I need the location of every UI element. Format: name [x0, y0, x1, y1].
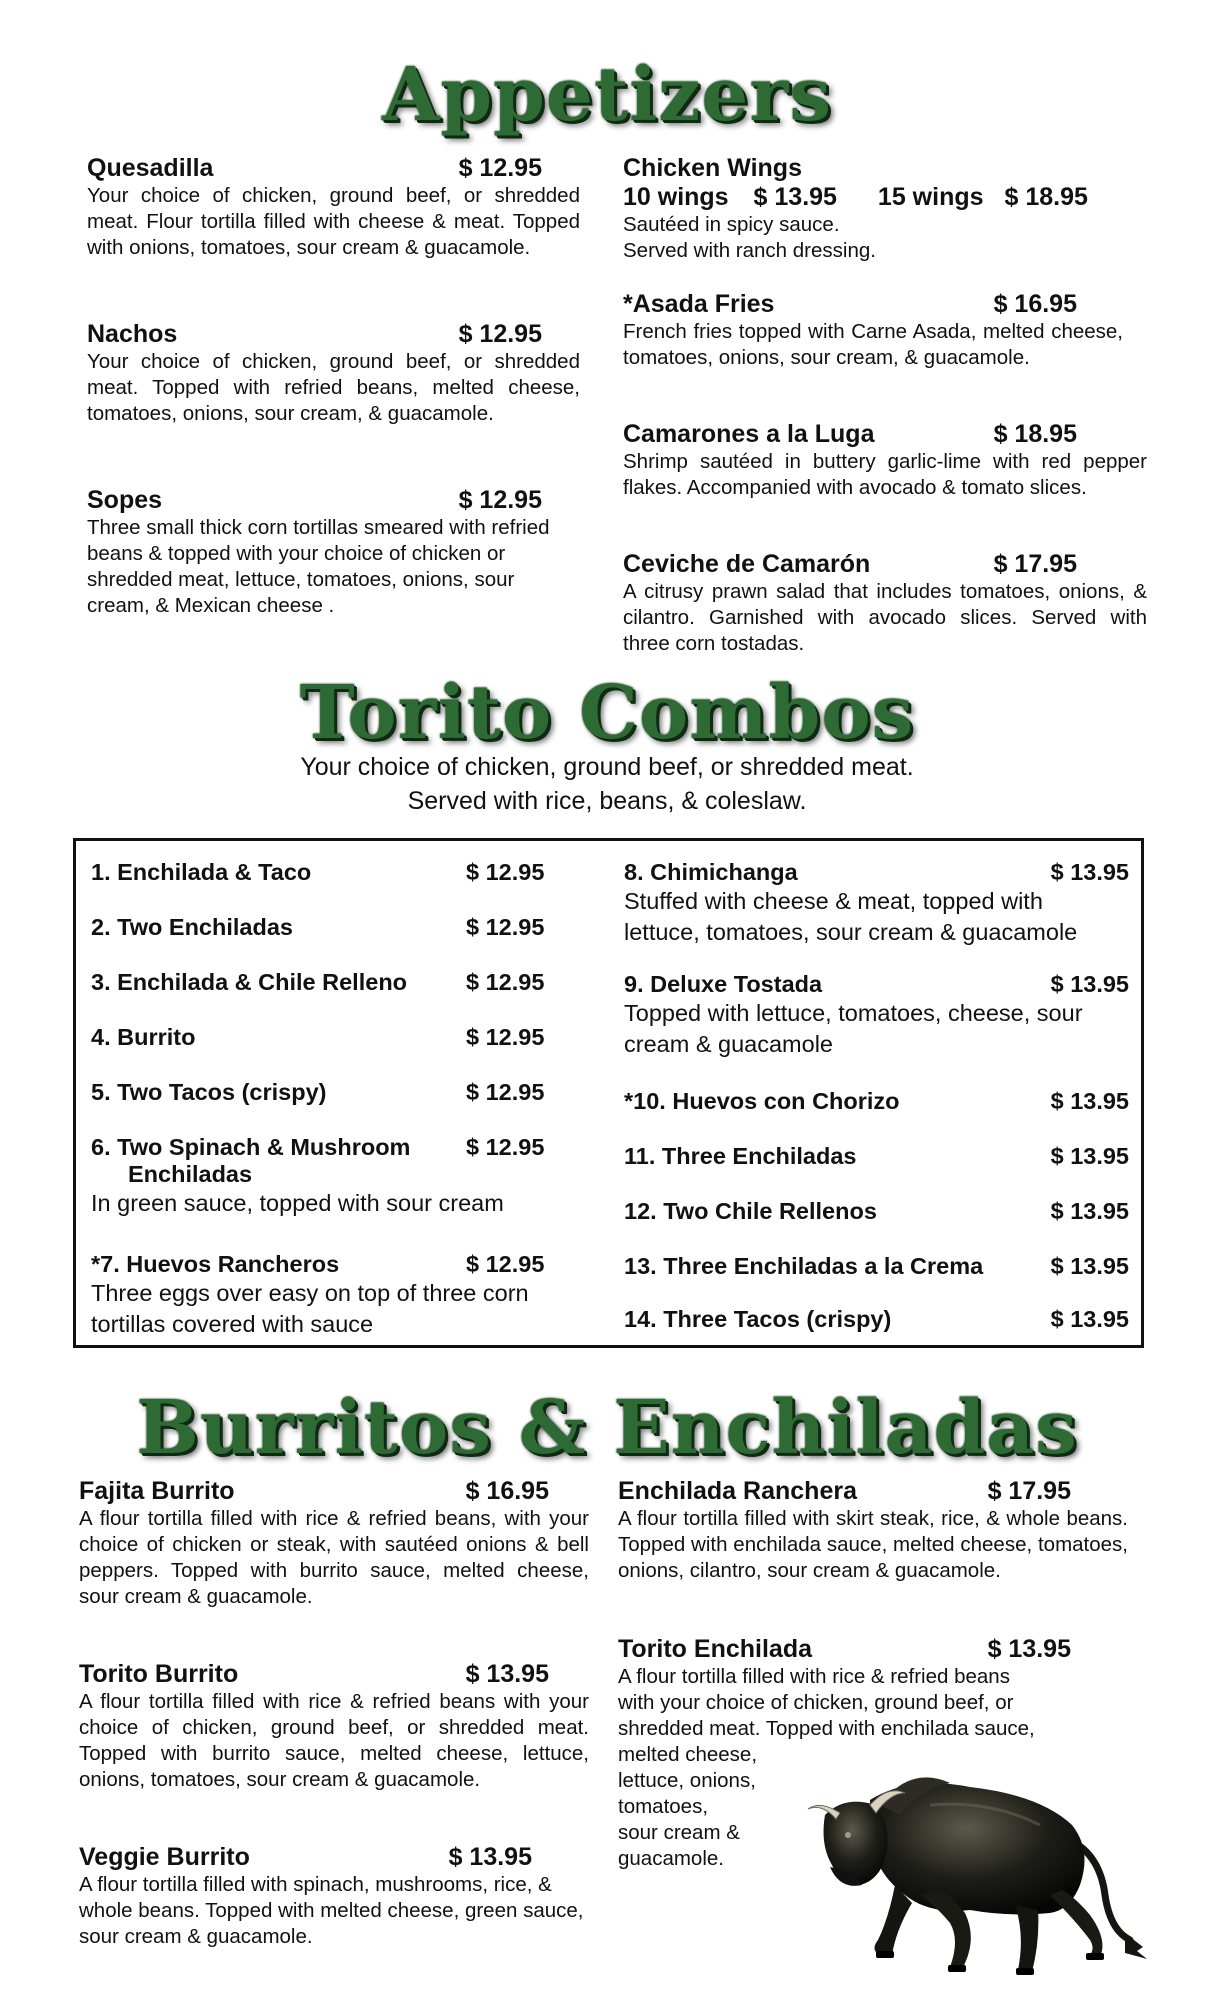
item-name: Chicken Wings: [623, 154, 802, 182]
item-description: Your choice of chicken, ground beef, or shredded meat. Flour tortilla filled with cheese & meat. Topped with onions, tomatoes, sour cream & guacamole.: [87, 184, 580, 259]
combo-price: $ 12.95: [466, 1251, 545, 1277]
combo-name-line-2: Enchiladas: [128, 1161, 253, 1187]
combo-name: 6. Two Spinach & Mushroom: [91, 1134, 411, 1160]
combo-1: [91, 859, 571, 886]
item-description-line: A flour tortilla filled with rice & refried beans: [618, 1665, 1010, 1688]
wings-option-10: 10 wings: [623, 183, 729, 211]
item-description-line: lettuce, onions,: [618, 1769, 756, 1792]
item-description: A citrusy prawn salad that includes tomatoes, onions, & cilantro. Garnished with avocado slices. Served with three corn tostadas.: [623, 580, 1147, 655]
combo-price: $ 13.95: [1050, 1088, 1129, 1114]
menu-item-camarones: [623, 420, 1147, 501]
combo-name: 14. Three Tacos (crispy): [624, 1306, 892, 1332]
item-price: $ 12.95: [458, 154, 542, 182]
item-description: Shrimp sautéed in buttery garlic-lime with red pepper flakes. Accompanied with avocado & tomato slices.: [623, 450, 1147, 499]
item-name: Quesadilla: [87, 154, 214, 182]
combo-7: [91, 1251, 571, 1340]
item-description-line: guacamole.: [618, 1847, 724, 1870]
item-description-line: shredded meat. Topped with enchilada sauce,: [618, 1717, 1035, 1740]
combo-description-line-2: cream & guacamole: [624, 1031, 833, 1057]
combo-price: $ 13.95: [1050, 1143, 1129, 1169]
menu-item-chicken-wings: [623, 154, 1143, 264]
item-description: French fries topped with Carne Asada, melted cheese, tomatoes, onions, sour cream, & guacamole.: [623, 320, 1123, 369]
combo-price: $ 13.95: [1050, 1253, 1129, 1279]
item-description: A flour tortilla filled with spinach, mushrooms, rice, & whole beans. Topped with melted cheese, green sauce, sour cream & guacamole.: [79, 1873, 584, 1948]
item-price: $ 17.95: [993, 550, 1077, 578]
item-description: A flour tortilla filled with skirt steak, rice, & whole beans. Topped with enchilada sauce, melted cheese, tomatoes, onions, cilantro, sour cream & guacamole.: [618, 1507, 1128, 1582]
item-description-line: melted cheese,: [618, 1743, 758, 1766]
combo-name: *7. Huevos Rancheros: [91, 1251, 340, 1277]
bull-icon: [800, 1745, 1155, 1985]
combos-title: Torito Combos: [299, 670, 915, 756]
burritos-title: Burritos & Enchiladas: [136, 1385, 1078, 1471]
combo-price: $ 13.95: [1050, 859, 1129, 885]
item-price: $ 16.95: [465, 1477, 549, 1505]
combo-9: [624, 971, 1129, 1060]
wings-price-10: $ 13.95: [753, 183, 837, 211]
item-name: Torito Enchilada: [618, 1635, 812, 1663]
menu-item-torito-burrito: [79, 1660, 589, 1793]
combo-price: $ 12.95: [466, 859, 545, 885]
combo-price: $ 12.95: [466, 969, 545, 995]
combo-6: [91, 1134, 571, 1219]
combo-4: [91, 1024, 571, 1051]
combo-description-line-2: tortillas covered with sauce: [91, 1311, 374, 1337]
menu-item-nachos: [87, 320, 580, 427]
combo-3: [91, 969, 571, 996]
combo-description: Stuffed with cheese & meat, topped with: [624, 888, 1043, 914]
combo-name: 13. Three Enchiladas a la Crema: [624, 1253, 984, 1279]
item-name: Sopes: [87, 486, 163, 514]
menu-item-fajita-burrito: [79, 1477, 589, 1610]
item-description: Served with ranch dressing.: [623, 239, 876, 262]
item-name: Camarones a la Luga: [623, 420, 875, 448]
combo-price: $ 12.95: [466, 914, 545, 940]
item-description: Three small thick corn tortillas smeared with refried beans & topped with your choice of chicken or shredded meat, lettuce, tomatoes, onions, sour cream, & Mexican cheese .: [87, 516, 550, 617]
combo-name: *10. Huevos con Chorizo: [624, 1088, 900, 1114]
item-price: $ 13.95: [448, 1843, 532, 1871]
wings-price-15: $ 18.95: [1004, 183, 1088, 211]
item-name: Nachos: [87, 320, 178, 348]
item-description: A flour tortilla filled with rice & refried beans, with your choice of chicken or steak, with sautéed onions & bell peppers. Topped with burrito sauce, melted cheese, sour cream & guacamole.: [79, 1507, 589, 1608]
item-description: A flour tortilla filled with rice & refried beans with your choice of chicken, ground beef, or shredded meat. Topped with burrito sauce, melted cheese, lettuce, onions, tomatoes, sour cream & guacamole.: [79, 1690, 589, 1791]
combo-10: [624, 1088, 1129, 1115]
item-price: $ 13.95: [465, 1660, 549, 1688]
item-price: $ 13.95: [987, 1635, 1071, 1663]
menu-item-asada-fries: [623, 290, 1147, 371]
item-price: $ 16.95: [993, 290, 1077, 318]
combo-name: 2. Two Enchiladas: [91, 914, 293, 940]
item-description-line: sour cream &: [618, 1821, 740, 1844]
combo-12: [624, 1198, 1129, 1225]
combo-14: [624, 1306, 1129, 1333]
combo-5: [91, 1079, 571, 1106]
combo-price: $ 13.95: [1050, 1198, 1129, 1224]
menu-item-quesadilla: [87, 154, 580, 261]
combos-box: [73, 838, 1144, 1348]
item-name: Enchilada Ranchera: [618, 1477, 857, 1505]
combo-name: 12. Two Chile Rellenos: [624, 1198, 877, 1224]
combo-2: [91, 914, 571, 941]
combos-subtitle-2: Served with rice, beans, & coleslaw.: [407, 787, 807, 815]
combo-8: [624, 859, 1129, 948]
item-description: Sautéed in spicy sauce.: [623, 213, 840, 236]
item-price: $ 18.95: [993, 420, 1077, 448]
combo-name: 4. Burrito: [91, 1024, 196, 1050]
combos-subtitle-1: Your choice of chicken, ground beef, or shredded meat.: [300, 753, 914, 781]
combo-name: 1. Enchilada & Taco: [91, 859, 312, 885]
item-name: *Asada Fries: [623, 290, 775, 318]
combo-13: [624, 1253, 1129, 1280]
combo-description-line-2: lettuce, tomatoes, sour cream & guacamole: [624, 919, 1078, 945]
combo-name: 3. Enchilada & Chile Relleno: [91, 969, 408, 995]
item-price: $ 12.95: [458, 486, 542, 514]
combo-price: $ 13.95: [1050, 971, 1129, 997]
combo-description: In green sauce, topped with sour cream: [91, 1190, 504, 1216]
item-name: Ceviche de Camarón: [623, 550, 871, 578]
item-price: $ 12.95: [458, 320, 542, 348]
combo-11: [624, 1143, 1129, 1170]
combo-name: 8. Chimichanga: [624, 859, 798, 885]
item-price: $ 17.95: [987, 1477, 1071, 1505]
combo-description: Topped with lettuce, tomatoes, cheese, sour: [624, 1000, 1083, 1026]
item-name: Veggie Burrito: [79, 1843, 250, 1871]
combo-price: $ 13.95: [1050, 1306, 1129, 1332]
combo-name: 9. Deluxe Tostada: [624, 971, 823, 997]
item-name: Torito Burrito: [79, 1660, 239, 1688]
menu-item-ceviche: [623, 550, 1147, 657]
combo-name: 11. Three Enchiladas: [624, 1143, 857, 1169]
menu-item-enchilada-ranchera: [618, 1477, 1128, 1584]
combo-price: $ 12.95: [466, 1134, 545, 1160]
menu-item-sopes: [87, 486, 580, 619]
item-description: Your choice of chicken, ground beef, or shredded meat. Topped with refried beans, melted cheese, tomatoes, onions, sour cream, & guacamole.: [87, 350, 580, 425]
combo-name: 5. Two Tacos (crispy): [91, 1079, 327, 1105]
combo-price: $ 12.95: [466, 1024, 545, 1050]
combo-description: Three eggs over easy on top of three corn: [91, 1280, 529, 1306]
item-description-line: with your choice of chicken, ground beef, or: [618, 1691, 1014, 1714]
menu-item-veggie-burrito: [79, 1843, 604, 1950]
combo-price: $ 12.95: [466, 1079, 545, 1105]
appetizers-title: Appetizers: [381, 52, 833, 138]
item-name: Fajita Burrito: [79, 1477, 235, 1505]
wings-option-15: 15 wings: [877, 183, 984, 211]
item-description-line: tomatoes,: [618, 1795, 709, 1818]
